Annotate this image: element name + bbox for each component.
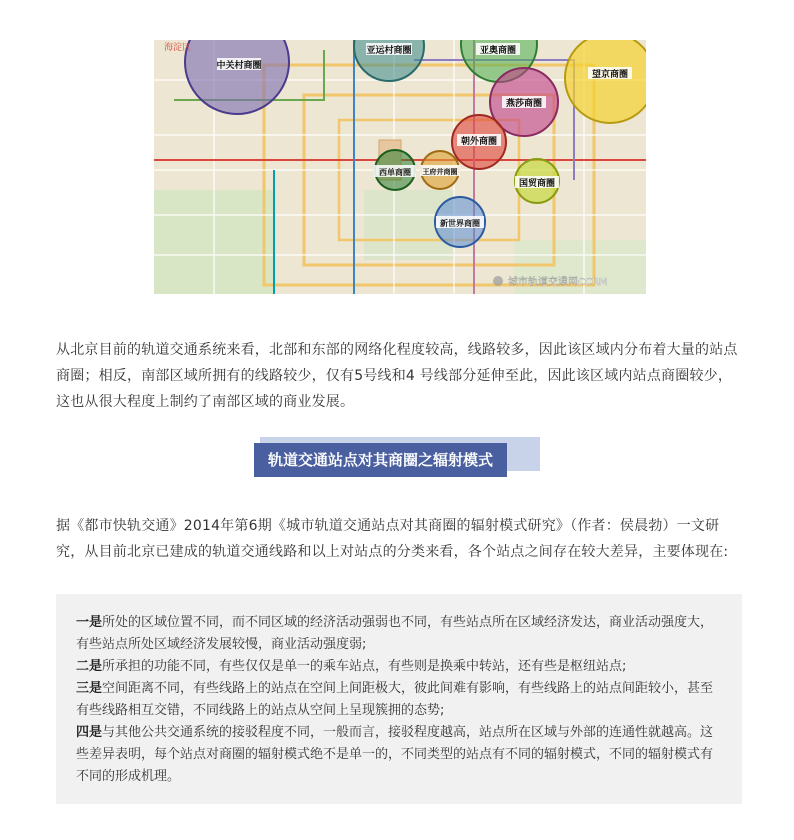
watermark-text: 城市轨道交通网CCRM <box>508 277 608 288</box>
business-district-map <box>154 40 646 294</box>
point-3-text: 空间距离不同，有些线路上的站点在空间上间距极大，彼此间难有影响，有些线路上的站点间距较小，甚至有些线路相互交错，不同线路上的站点从空间上呈现簇拥的态势; <box>76 681 714 718</box>
label-chaowai: 朝外商圈 <box>460 137 498 147</box>
point-3 <box>76 678 722 722</box>
label-wangjing: 望京商圈 <box>591 70 629 80</box>
point-4 <box>76 722 722 788</box>
label-yayuncun: 亚运村商圈 <box>366 46 412 56</box>
point-1 <box>76 612 722 656</box>
map-graphic <box>154 40 646 294</box>
label-guomao: 国贸商圈 <box>518 179 556 189</box>
point-1-text: 所处的区域位置不同，而不同区域的经济活动强弱也不同，有些站点所在区域经济发达，商业活动强度大，有些站点所处区域经济发展较慢，商业活动强度弱; <box>76 615 714 652</box>
map-corner-label: 海淀区 <box>164 43 192 53</box>
label-yansha: 燕莎商圈 <box>505 99 543 109</box>
point-2 <box>76 656 722 678</box>
paragraph-rail-overview: 从北京目前的轨道交通系统来看，北部和东部的网络化程度较高，线路较多，因此该区域内分布着大量的站点商圈；相反，南部区域所拥有的线路较少，仅有5号线和4 号线部分延伸至此，因此该区域内站点商圈较少，这也从很大程度上制约了南部区域的商业发展。 <box>56 342 738 410</box>
wechat-icon <box>493 276 503 286</box>
differences-quote-box <box>56 594 742 804</box>
paragraph-study-intro: 据《都市快轨交通》2014年第6期《城市轨道交通站点对其商圈的辐射模式研究》（作者：侯晨勃）一文研究，从目前北京已建成的轨道交通线路和以上对站点的分类来看，各个站点之间存在较大差异，主要体现在: <box>56 518 729 560</box>
section-title: 轨道交通站点对其商圈之辐射模式 <box>254 443 507 477</box>
section-title-block <box>254 443 507 477</box>
label-zhongguancun: 中关村商圈 <box>216 61 262 71</box>
point-4-lead: 四是 <box>76 725 103 740</box>
point-2-text: 所承担的功能不同，有些仅仅是单一的乘车站点，有些则是换乘中转站，还有些是枢纽站点; <box>102 659 627 674</box>
point-2-lead: 二是 <box>76 659 103 674</box>
point-1-lead: 一是 <box>76 615 103 630</box>
label-yaao: 亚奥商圈 <box>479 46 517 56</box>
watermark <box>493 275 608 288</box>
label-xinshijie: 新世界商圈 <box>440 219 480 228</box>
label-wangfujing: 王府井商圈 <box>422 168 458 176</box>
point-4-text: 与其他公共交通系统的接驳程度不同，一般而言，接驳程度越高，站点所在区域与外部的连通性就越高。这些差异表明，每个站点对商圈的辐射模式绝不是单一的，不同类型的站点有不同的辐射模式，不同的辐射模式有不同的形成机理。 <box>76 725 714 784</box>
point-3-lead: 三是 <box>76 681 103 696</box>
label-xidan: 西单商圈 <box>379 168 411 177</box>
